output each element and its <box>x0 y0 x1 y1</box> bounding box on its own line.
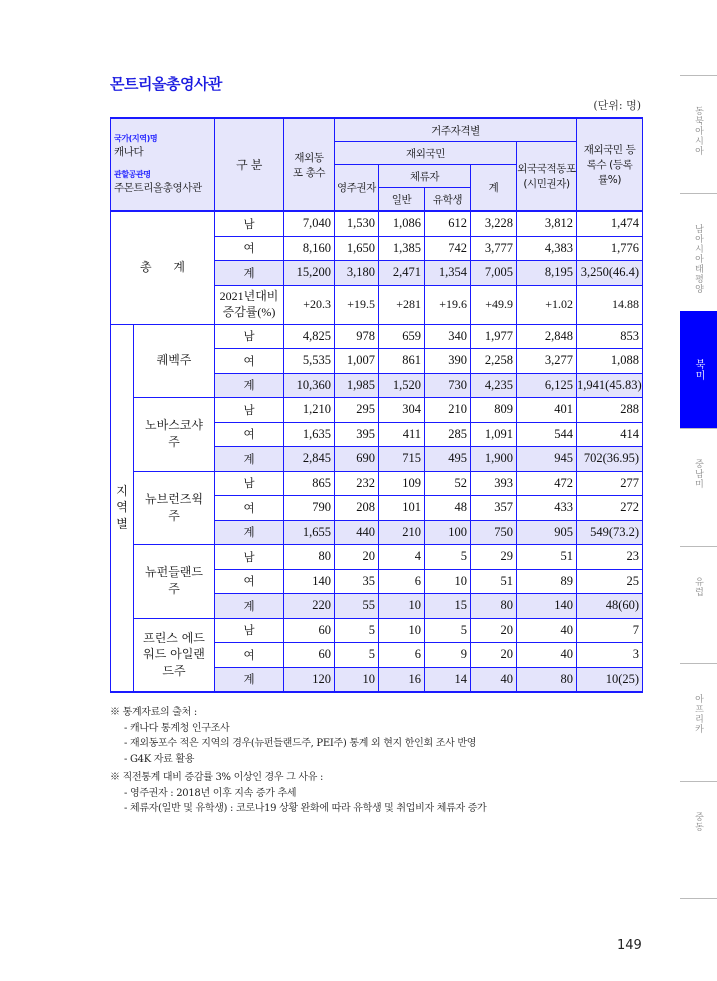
value-cell: 495 <box>425 447 471 472</box>
value-cell: 288 <box>577 398 643 423</box>
value-cell: 51 <box>471 569 517 594</box>
header-foreign: 외국국적동포 (시민권자) <box>517 142 577 212</box>
value-cell: +281 <box>379 285 425 324</box>
row-label: 계 <box>215 667 284 692</box>
row-label: 여 <box>215 643 284 668</box>
row-label: 여 <box>215 496 284 521</box>
value-cell: 4 <box>379 545 425 570</box>
row-label: 남 <box>215 471 284 496</box>
value-cell: 3,228 <box>471 211 517 236</box>
side-tab-label: 아프리카 <box>693 694 703 734</box>
value-cell: 401 <box>517 398 577 423</box>
header-nationals: 재외국민 <box>335 142 517 165</box>
value-cell: 1,354 <box>425 261 471 286</box>
value-cell: 1,007 <box>335 349 379 374</box>
value-cell: 905 <box>517 520 577 545</box>
value-cell: 4,825 <box>284 324 335 349</box>
value-cell: 295 <box>335 398 379 423</box>
value-cell: 220 <box>284 594 335 619</box>
row-label: 남 <box>215 324 284 349</box>
value-cell: 1,474 <box>577 211 643 236</box>
header-category: 구 분 <box>215 118 284 211</box>
value-cell: 55 <box>335 594 379 619</box>
office-name: 주몬트리올총영사관 <box>114 181 202 194</box>
value-cell: 277 <box>577 471 643 496</box>
unit-label: (단위: 명) <box>593 99 641 112</box>
note-line: - 캐나다 통계청 인구조사 <box>124 722 230 734</box>
value-cell: 10 <box>379 618 425 643</box>
side-tab-label: 중동 <box>693 812 703 832</box>
province-name: 뉴브런즈윅주 <box>134 471 215 545</box>
value-cell: 40 <box>471 667 517 692</box>
value-cell: 395 <box>335 422 379 447</box>
value-cell: 101 <box>379 496 425 521</box>
value-cell: 6 <box>379 643 425 668</box>
value-cell: 8,195 <box>517 261 577 286</box>
value-cell: 742 <box>425 236 471 261</box>
row-label: 계 <box>215 261 284 286</box>
value-cell: 472 <box>517 471 577 496</box>
row-label: 남 <box>215 545 284 570</box>
value-cell: 80 <box>471 594 517 619</box>
value-cell: 8,160 <box>284 236 335 261</box>
row-label: 남 <box>215 211 284 236</box>
value-cell: +20.3 <box>284 285 335 324</box>
value-cell: 702(36.95) <box>577 447 643 472</box>
value-cell: 978 <box>335 324 379 349</box>
value-cell: 5 <box>425 545 471 570</box>
row-label: 계 <box>215 594 284 619</box>
value-cell: 3,250(46.4) <box>577 261 643 286</box>
value-cell: 5,535 <box>284 349 335 374</box>
value-cell: +19.6 <box>425 285 471 324</box>
value-cell: +49.9 <box>471 285 517 324</box>
value-cell: 10 <box>379 594 425 619</box>
side-tab-7[interactable] <box>680 781 717 898</box>
region-group-text: 지역별 <box>116 483 128 532</box>
value-cell: 16 <box>379 667 425 692</box>
value-cell: 35 <box>335 569 379 594</box>
province-name: 뉴펀들랜드주 <box>134 545 215 619</box>
value-cell: 853 <box>577 324 643 349</box>
row-label: 남 <box>215 398 284 423</box>
value-cell: 120 <box>284 667 335 692</box>
header-total: 재외동포 총수 <box>284 118 335 211</box>
value-cell: 5 <box>335 618 379 643</box>
province-name: 프린스 에드워드 아일랜드주 <box>134 618 215 692</box>
value-cell: 1,520 <box>379 373 425 398</box>
value-cell: 9 <box>425 643 471 668</box>
value-cell: 357 <box>471 496 517 521</box>
region-group-label <box>111 324 134 692</box>
value-cell: 1,088 <box>577 349 643 374</box>
note-line: - 체류자(일반 및 유학생) : 코로나19 상황 완화에 따라 유학생 및 취업비자 체류자 증가 <box>124 803 487 814</box>
value-cell: 48(60) <box>577 594 643 619</box>
table-row <box>111 471 643 496</box>
value-cell: 80 <box>284 545 335 570</box>
value-cell: 140 <box>517 594 577 619</box>
header-subtotal: 계 <box>471 165 517 212</box>
value-cell: 1,385 <box>379 236 425 261</box>
value-cell: 2,845 <box>284 447 335 472</box>
province-name: 노바스코샤주 <box>134 398 215 472</box>
row-label: 남 <box>215 618 284 643</box>
value-cell: 2,471 <box>379 261 425 286</box>
value-cell: 60 <box>284 643 335 668</box>
value-cell: 433 <box>517 496 577 521</box>
side-tab-3[interactable] <box>680 311 717 428</box>
value-cell: 2,848 <box>517 324 577 349</box>
value-cell: 51 <box>517 545 577 570</box>
row-label: 2021년대비 증감률(%) <box>215 285 284 324</box>
value-cell: 440 <box>335 520 379 545</box>
value-cell: 1,776 <box>577 236 643 261</box>
value-cell: 730 <box>425 373 471 398</box>
value-cell: 40 <box>517 618 577 643</box>
row-label: 여 <box>215 569 284 594</box>
note-line: ※ 통계자료의 출처 : <box>110 707 197 718</box>
value-cell: 40 <box>517 643 577 668</box>
value-cell: 809 <box>471 398 517 423</box>
header-sojourner: 체류자 <box>379 165 471 188</box>
value-cell: 340 <box>425 324 471 349</box>
value-cell: 20 <box>335 545 379 570</box>
note-line: ※ 직전통계 대비 증감률 3% 이상인 경우 그 사유 : <box>110 772 324 783</box>
value-cell: 89 <box>517 569 577 594</box>
value-cell: 15,200 <box>284 261 335 286</box>
value-cell: 3,812 <box>517 211 577 236</box>
value-cell: 1,985 <box>335 373 379 398</box>
value-cell: 945 <box>517 447 577 472</box>
value-cell: 1,091 <box>471 422 517 447</box>
value-cell: 750 <box>471 520 517 545</box>
side-tab-6[interactable] <box>680 663 717 781</box>
value-cell: 6,125 <box>517 373 577 398</box>
value-cell: 549(73.2) <box>577 520 643 545</box>
value-cell: 1,086 <box>379 211 425 236</box>
value-cell: 20 <box>471 643 517 668</box>
value-cell: 7,005 <box>471 261 517 286</box>
value-cell: 1,941(45.83) <box>577 373 643 398</box>
value-cell: 414 <box>577 422 643 447</box>
value-cell: 5 <box>425 618 471 643</box>
table-row <box>111 545 643 570</box>
row-label: 여 <box>215 236 284 261</box>
value-cell: 1,900 <box>471 447 517 472</box>
value-cell: 272 <box>577 496 643 521</box>
value-cell: 659 <box>379 324 425 349</box>
value-cell: 544 <box>517 422 577 447</box>
value-cell: 411 <box>379 422 425 447</box>
value-cell: 14.88 <box>577 285 643 324</box>
value-cell: 4,235 <box>471 373 517 398</box>
value-cell: 1,977 <box>471 324 517 349</box>
value-cell: 15 <box>425 594 471 619</box>
value-cell: 393 <box>471 471 517 496</box>
value-cell: 1,530 <box>335 211 379 236</box>
header-student: 유학생 <box>425 188 471 212</box>
table-row <box>111 398 643 423</box>
page-title: 몬트리올총영사관 <box>110 75 222 93</box>
header-general: 일반 <box>379 188 425 212</box>
value-cell: 285 <box>425 422 471 447</box>
row-label: 계 <box>215 373 284 398</box>
value-cell: 52 <box>425 471 471 496</box>
value-cell: 715 <box>379 447 425 472</box>
side-tab-4[interactable] <box>680 428 717 546</box>
side-tab-1[interactable] <box>680 75 717 193</box>
value-cell: 10 <box>335 667 379 692</box>
value-cell: 3,277 <box>517 349 577 374</box>
value-cell: 140 <box>284 569 335 594</box>
value-cell: 2,258 <box>471 349 517 374</box>
country-name: 캐나다 <box>114 145 144 158</box>
side-tab-label: 동북아시아 <box>693 106 703 156</box>
row-label: 여 <box>215 349 284 374</box>
note-line: - 영주권자 : 2018년 이후 지속 증가 추세 <box>124 787 297 799</box>
value-cell: 6 <box>379 569 425 594</box>
value-cell: 208 <box>335 496 379 521</box>
row-label: 여 <box>215 422 284 447</box>
country-label: 국가(지역)명 <box>114 133 158 143</box>
statistics-table <box>110 117 643 693</box>
value-cell: 20 <box>471 618 517 643</box>
value-cell: 4,383 <box>517 236 577 261</box>
value-cell: 14 <box>425 667 471 692</box>
value-cell: 865 <box>284 471 335 496</box>
value-cell: 109 <box>379 471 425 496</box>
value-cell: 7,040 <box>284 211 335 236</box>
note-line: - 재외동포수 적은 지역의 경우(뉴펀들랜드주, PEI주) 통계 외 현지 한인회 조사 반영 <box>124 738 477 749</box>
value-cell: 1,635 <box>284 422 335 447</box>
side-tab-5[interactable] <box>680 546 717 663</box>
table-row <box>111 211 643 236</box>
value-cell: 1,655 <box>284 520 335 545</box>
value-cell: 232 <box>335 471 379 496</box>
region-side-tabs <box>680 0 717 981</box>
side-tab-label: 남아시아태평양 <box>693 224 703 294</box>
value-cell: 29 <box>471 545 517 570</box>
value-cell: 3,777 <box>471 236 517 261</box>
value-cell: 861 <box>379 349 425 374</box>
value-cell: 100 <box>425 520 471 545</box>
header-residence: 거주자격별 <box>335 118 577 142</box>
side-tab-label: 중남미 <box>693 459 703 489</box>
side-tab-label: 유럽 <box>693 577 703 597</box>
value-cell: 3,180 <box>335 261 379 286</box>
side-tab-2[interactable] <box>680 193 717 311</box>
notes <box>110 705 486 817</box>
value-cell: 304 <box>379 398 425 423</box>
value-cell: 23 <box>577 545 643 570</box>
value-cell: 1,210 <box>284 398 335 423</box>
value-cell: 48 <box>425 496 471 521</box>
office-label: 관할공관명 <box>114 169 151 179</box>
value-cell: 210 <box>379 520 425 545</box>
province-name: 퀘벡주 <box>134 324 215 398</box>
value-cell: 10(25) <box>577 667 643 692</box>
row-label: 계 <box>215 520 284 545</box>
value-cell: 7 <box>577 618 643 643</box>
value-cell: 3 <box>577 643 643 668</box>
value-cell: 60 <box>284 618 335 643</box>
side-tab-divider <box>680 898 717 899</box>
value-cell: 390 <box>425 349 471 374</box>
value-cell: 10 <box>425 569 471 594</box>
table-row <box>111 618 643 643</box>
note-line: - G4K 자료 활용 <box>124 753 195 765</box>
value-cell: 25 <box>577 569 643 594</box>
country-info-cell <box>111 118 215 211</box>
row-label: 계 <box>215 447 284 472</box>
header-permanent: 영주권자 <box>335 165 379 212</box>
value-cell: 690 <box>335 447 379 472</box>
value-cell: 210 <box>425 398 471 423</box>
page-number: 149 <box>617 938 642 953</box>
value-cell: 80 <box>517 667 577 692</box>
value-cell: 5 <box>335 643 379 668</box>
value-cell: 612 <box>425 211 471 236</box>
value-cell: 790 <box>284 496 335 521</box>
side-tab-label: 북미 <box>693 358 704 381</box>
value-cell: 10,360 <box>284 373 335 398</box>
value-cell: 1,650 <box>335 236 379 261</box>
total-group-label: 총 계 <box>111 211 215 324</box>
table-row <box>111 324 643 349</box>
value-cell: +1.02 <box>517 285 577 324</box>
value-cell: +19.5 <box>335 285 379 324</box>
header-registered: 재외국민 등록수 (등록률%) <box>577 118 643 211</box>
